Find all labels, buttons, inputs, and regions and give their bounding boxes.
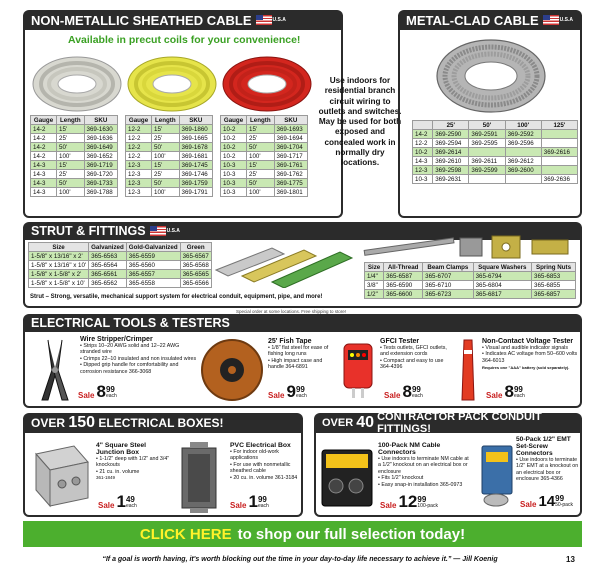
strut-title: STRUT & FITTINGS	[31, 224, 146, 238]
usa-label: U.S.A	[272, 17, 286, 23]
table-cell: 365-6794	[473, 272, 531, 281]
table-cell: 369-1860	[179, 125, 212, 134]
fitting-name: 100-Pack NM Cable Connectors	[378, 442, 441, 456]
cta-text: to shop our full selection today!	[237, 525, 466, 543]
fish-tape-icon	[198, 336, 266, 404]
nm-table-14: Gauge Length SKU 14-2 15' 369-1630 14-2 25' 369-1636 14-2 50' 369-1649 14-2 100' 369-1652 14-3 15' 369-1719 14-3 25' 369-1720 14-3 50' 369-1733 14-3 100' 369-1788	[30, 115, 118, 197]
table-cell: 10-2	[413, 148, 433, 157]
box-item	[230, 442, 300, 481]
table-cell: 14-2	[31, 143, 57, 152]
box-bullet: • 1-1/2" deep with 1/2" and 3/4" knockouts	[96, 456, 170, 469]
table-row	[365, 281, 576, 290]
price-cents: 99	[105, 385, 115, 394]
table-cell: 369-2610	[433, 157, 469, 166]
usa-label: U.S.A	[166, 228, 180, 234]
table-cell: 369-1665	[179, 134, 212, 143]
table-row	[29, 261, 212, 270]
table-cell: 12-2	[126, 134, 152, 143]
fitting-bullet: • Use indoors to terminate NM cable at a 1/2" knockout on an electrical box or enclosure	[378, 456, 469, 475]
table-cell: 25'	[57, 170, 85, 179]
table-cell: 369-1652	[84, 152, 117, 161]
table-cell: 10-3	[221, 161, 247, 170]
table-cell	[505, 175, 541, 184]
usa-label: U.S.A	[559, 17, 573, 23]
table-row	[31, 125, 118, 134]
table-cell: 365-6710	[423, 281, 473, 290]
table-cell: 12-2	[126, 125, 152, 134]
yellow-cable-coil-image	[125, 52, 220, 114]
price-cents: 99	[513, 385, 523, 394]
table-row	[221, 152, 308, 161]
box-sku: 361-1849	[96, 475, 116, 481]
strut-table: Size Galvanized Gold-Galvanized Green 1-5/8" x 13/16" x 2' 365-6563 365-6559 365-6567 1-5/8" x 13/16" x 10' 365-6564 365-6560 365-6568 1-5/8" x 1-5/8" x 2' 365-6561 365-6557 365-6565 1-5/8" x 1-5/8" x 10' 365-6562 365-6558 365-6566	[28, 242, 212, 288]
table-cell: 369-2600	[505, 166, 541, 175]
price-tag	[380, 494, 438, 510]
table-cell: 369-2591	[469, 130, 505, 139]
table-row	[31, 161, 118, 170]
table-cell: 365-6568	[180, 261, 211, 270]
cta-click-here[interactable]: CLICK HERE	[139, 525, 232, 543]
table-cell: 365-6600	[384, 290, 423, 299]
table-cell: 15'	[247, 125, 275, 134]
nm-table-12: Gauge Length SKU 12-2 15' 369-1860 12-2 25' 369-1665 12-2 50' 369-1678 12-2 100' 369-1681 12-3 15' 369-1745 12-3 25' 369-1746 12-3 50' 369-1759 12-3 100' 369-1791	[125, 115, 213, 197]
nm-description: Use indoors for residential branch circuit wiring to outlets and switches. May be used for both exposed and concealed work in normally dry locations.	[318, 76, 402, 168]
tool-name: 25' Fish Tape	[268, 338, 312, 345]
table-cell: 369-2616	[541, 148, 577, 157]
table-cell: 365-6562	[89, 279, 127, 288]
table-cell: 10-2	[221, 134, 247, 143]
nm-table-10: Gauge Length SKU 10-2 15' 369-1693 10-2 25' 369-1694 10-2 50' 369-1704 10-2 100' 369-1717 10-3 15' 369-1761 10-3 25' 369-1762 10-3 50' 369-1775 10-3 100' 369-1801	[220, 115, 308, 197]
tool-item	[268, 338, 332, 371]
table-cell	[541, 130, 577, 139]
table-cell: 12-3	[126, 179, 152, 188]
table-cell: 15'	[57, 161, 85, 170]
tool-item	[380, 338, 450, 371]
tool-bullet: • Dipped grip handle for comfortability and corrosion resistance 366-3068	[80, 362, 179, 375]
table-cell	[505, 148, 541, 157]
wire-stripper-icon	[32, 336, 78, 402]
table-cell: 365-6590	[384, 281, 423, 290]
usa-flag-icon	[150, 226, 166, 236]
mc-title-bar	[398, 10, 582, 30]
table-row	[126, 170, 213, 179]
table-cell: 100'	[152, 152, 180, 161]
price-dollars: 8	[96, 382, 106, 401]
table-cell: 50'	[57, 143, 85, 152]
table-cell: 50'	[152, 179, 180, 188]
table-row	[31, 170, 118, 179]
contractor-title-bar	[314, 413, 582, 433]
fittings-table: Size All-Thread Beam Clamps Square Washers Spring Nuts 1/4" 365-6587 365-6707 365-6794 365-6853 3/8" 365-6590 365-6710 365-6804 365-6855 1/2" 365-6600 365-6723 365-6817 365-6857	[364, 262, 576, 299]
sale-label: Sale	[230, 501, 247, 510]
price-dollars: 14	[538, 493, 556, 510]
strut-channel-image	[212, 236, 360, 288]
nm-title-bar	[23, 10, 343, 30]
sale-label: Sale	[98, 501, 115, 510]
table-cell: 369-2636	[541, 175, 577, 184]
table-cell: 365-6707	[423, 272, 473, 281]
table-cell: 369-1761	[274, 161, 307, 170]
tool-item	[80, 336, 200, 375]
table-cell: 1/2"	[365, 290, 384, 299]
table-cell: 369-1678	[179, 143, 212, 152]
sale-label: Sale	[78, 391, 95, 400]
table-cell: 25'	[152, 134, 180, 143]
table-cell: 369-1694	[274, 134, 307, 143]
voltage-tester-icon	[456, 336, 480, 404]
boxes-post: ELECTRICAL BOXES!	[98, 416, 224, 430]
price-cents: 99	[257, 495, 267, 504]
tool-item	[482, 338, 580, 370]
table-cell: 369-1733	[84, 179, 117, 188]
price-dollars: 8	[504, 382, 514, 401]
table-row	[413, 166, 578, 175]
tools-title: ELECTRICAL TOOLS & TESTERS	[31, 316, 230, 330]
table-cell: 14-2	[31, 125, 57, 134]
table-cell: 369-1762	[274, 170, 307, 179]
price-tag	[384, 384, 423, 400]
table-row	[126, 179, 213, 188]
table-row	[365, 272, 576, 281]
table-row	[31, 152, 118, 161]
table-cell: 12-2	[413, 139, 433, 148]
table-cell: 369-2592	[505, 130, 541, 139]
box-name: 4" Square Steel Junction Box	[96, 442, 147, 456]
table-cell	[541, 139, 577, 148]
table-cell: 369-1746	[179, 170, 212, 179]
tool-bullet: • Strips 10–20 AWG solid and 12–22 AWG stranded wire	[80, 343, 180, 356]
table-cell: 369-1693	[274, 125, 307, 134]
table-row	[413, 139, 578, 148]
metal-clad-coil-image	[432, 34, 550, 116]
table-row	[221, 188, 308, 197]
table-cell: 365-6804	[473, 281, 531, 290]
table-cell: 14-3	[31, 170, 57, 179]
price-dollars: 8	[402, 382, 412, 401]
nm-subtitle: Available in precut coils for your convenience!	[68, 34, 301, 46]
table-row	[413, 148, 578, 157]
table-cell: 365-6723	[423, 290, 473, 299]
table-row	[126, 161, 213, 170]
price-cents: 49	[125, 495, 135, 504]
table-cell: 369-1759	[179, 179, 212, 188]
table-cell	[541, 157, 577, 166]
table-cell: 365-6561	[89, 270, 127, 279]
table-cell: 14-3	[413, 157, 433, 166]
table-cell: 365-6559	[126, 252, 180, 261]
table-cell: 12-2	[126, 152, 152, 161]
usa-flag-icon	[256, 15, 272, 25]
table-row	[221, 125, 308, 134]
table-cell: 369-2611	[469, 157, 505, 166]
price-dollars: 1	[116, 492, 126, 511]
price-tag	[486, 384, 525, 400]
fitting-item	[516, 436, 580, 483]
table-cell: 100'	[57, 152, 85, 161]
table-cell: 369-2594	[433, 139, 469, 148]
fitting-item	[378, 442, 472, 488]
tool-bullet: • Crimps 22–10 insulated and non insulated wires	[80, 355, 197, 362]
special-order-note: Special order at some locations. Free shipping to store!	[236, 309, 347, 314]
table-cell: 10-2	[221, 143, 247, 152]
table-cell: 365-6565	[180, 270, 211, 279]
red-cable-coil-image	[220, 52, 315, 114]
box-bullet: • For indoor old-work applications	[230, 449, 279, 462]
table-cell: 3/8"	[365, 281, 384, 290]
table-cell: 10-3	[413, 175, 433, 184]
table-cell: 14-2	[31, 134, 57, 143]
emt-connectors-icon	[476, 440, 516, 512]
price-unit: each	[257, 503, 269, 509]
table-cell: 15'	[152, 125, 180, 134]
footer-quote: “If a goal is worth having, it's worth blocking out the time in your day-to-day life necessary to achieve it.” — Jill Koenig	[102, 556, 498, 563]
fitting-bullet: • Easy snap-in installation 365-0973	[378, 481, 463, 488]
table-row	[221, 170, 308, 179]
table-cell: 15'	[57, 125, 85, 134]
box-bullet: • For use with nonmetallic sheathed cable	[230, 461, 291, 475]
battery-note: Requires one "AAA" battery (sold separately).	[482, 365, 570, 371]
table-cell: 12-2	[126, 143, 152, 152]
price-dollars: 9	[286, 382, 296, 401]
table-cell	[469, 175, 505, 184]
boxes-number: 150	[68, 414, 96, 431]
table-cell: 25'	[57, 134, 85, 143]
table-row	[365, 290, 576, 299]
table-row	[126, 134, 213, 143]
sale-label: Sale	[520, 500, 537, 509]
table-row	[126, 152, 213, 161]
tool-bullet: • Indicates AC voltage from 50–600 volts 364-6013	[482, 351, 578, 364]
fitting-bullet: • Use indoors to terminate 1/2" EMT at a knockout on an electrical box or enclosure 365-4366	[516, 457, 579, 483]
table-cell: 365-6567	[180, 252, 211, 261]
table-cell: 10-3	[221, 179, 247, 188]
table-cell: 369-1745	[179, 161, 212, 170]
pvc-box-icon	[176, 440, 226, 514]
table-cell: 50'	[152, 143, 180, 152]
table-cell: 369-1717	[274, 152, 307, 161]
table-row	[31, 179, 118, 188]
table-cell: 50'	[247, 143, 275, 152]
fitting-name: 50-Pack 1/2" EMT Set-Screw Connectors	[516, 436, 571, 457]
table-row	[413, 175, 578, 184]
table-cell: 369-1704	[274, 143, 307, 152]
table-cell: 365-6587	[384, 272, 423, 281]
table-cell: 365-6817	[473, 290, 531, 299]
price-tag	[98, 494, 137, 510]
table-cell	[469, 148, 505, 157]
table-cell: 365-6564	[89, 261, 127, 270]
table-cell: 365-6563	[89, 252, 127, 261]
sale-label: Sale	[486, 391, 503, 400]
table-cell	[541, 166, 577, 175]
tool-bullet: • 1/8" flat steel for ease of fishing long runs	[268, 345, 329, 358]
table-cell: 14-3	[31, 188, 57, 197]
box-bullet: • 20 cu. in. volume 361-3184	[230, 474, 298, 481]
mc-title: METAL-CLAD CABLE	[406, 12, 539, 28]
table-cell: 100'	[247, 188, 275, 197]
table-cell: 10-2	[221, 125, 247, 134]
table-cell: 369-1720	[84, 170, 117, 179]
tool-name: Wire Stripper/Crimper	[80, 336, 153, 343]
table-cell: 365-6857	[532, 290, 576, 299]
table-cell: 50'	[247, 179, 275, 188]
table-row	[126, 143, 213, 152]
fitting-bullet: • Fits 1/2" knockout	[378, 475, 424, 482]
price-cents: 99	[555, 494, 565, 503]
table-cell: 369-2595	[469, 139, 505, 148]
junction-box-icon	[30, 440, 92, 512]
boxes-pre: OVER	[31, 416, 66, 430]
price-cents: 99	[411, 385, 421, 394]
box-name: PVC Electrical Box	[230, 442, 291, 449]
table-cell: 369-1775	[274, 179, 307, 188]
table-cell: 369-1788	[84, 188, 117, 197]
table-cell: 369-2596	[505, 139, 541, 148]
table-row	[221, 161, 308, 170]
table-row	[126, 125, 213, 134]
table-cell: 1-5/8" x 1-5/8" x 10'	[29, 279, 89, 288]
sale-label: Sale	[380, 501, 397, 510]
white-cable-coil-image	[30, 52, 125, 114]
table-cell: 1-5/8" x 13/16" x 10'	[29, 261, 89, 270]
table-cell: 10-2	[221, 152, 247, 161]
table-cell: 369-2612	[505, 157, 541, 166]
nm-connectors-icon	[318, 440, 376, 514]
strut-fittings-image	[360, 232, 580, 262]
table-cell: 1/4"	[365, 272, 384, 281]
price-tag	[268, 384, 307, 400]
boxes-title-bar	[23, 413, 303, 433]
price-unit: 50-pack	[555, 502, 573, 508]
table-row	[31, 134, 118, 143]
price-dollars: 12	[398, 492, 418, 511]
table-cell: 1-5/8" x 1-5/8" x 2'	[29, 270, 89, 279]
table-cell: 25'	[152, 170, 180, 179]
usa-flag-icon	[543, 15, 559, 25]
table-cell: 14-2	[413, 130, 433, 139]
price-unit: each	[125, 503, 137, 509]
table-cell: 365-6560	[126, 261, 180, 270]
table-cell: 365-6558	[126, 279, 180, 288]
price-unit: each	[295, 393, 307, 399]
table-row	[31, 143, 118, 152]
price-cents: 99	[417, 495, 427, 504]
table-cell: 369-2598	[433, 166, 469, 175]
price-cents: 99	[295, 385, 305, 394]
table-cell: 365-6557	[126, 270, 180, 279]
tool-bullet: • High impact case and handle 364-6891	[268, 357, 323, 371]
table-row	[126, 188, 213, 197]
table-cell: 369-1636	[84, 134, 117, 143]
price-dollars: 1	[248, 492, 258, 511]
table-row	[31, 188, 118, 197]
table-row	[413, 157, 578, 166]
table-cell: 14-2	[31, 152, 57, 161]
table-cell: 369-2590	[433, 130, 469, 139]
table-cell: 10-3	[221, 170, 247, 179]
table-row	[29, 252, 212, 261]
table-cell: 369-1791	[179, 188, 212, 197]
shop-cta-button[interactable]	[23, 521, 582, 547]
table-cell: 369-1681	[179, 152, 212, 161]
contractor-post: CONTRACTOR PACK CONDUIT FITTINGS!	[377, 411, 542, 435]
table-cell: 369-1719	[84, 161, 117, 170]
tool-bullet: • Compact and easy to use 364-4396	[380, 357, 444, 371]
table-cell: 14-3	[31, 179, 57, 188]
table-row	[29, 279, 212, 288]
table-cell: 50'	[57, 179, 85, 188]
tool-bullet: • Tests outlets, GFCI outlets, and extension cords	[380, 345, 447, 358]
table-cell: 369-2631	[433, 175, 469, 184]
mc-table: 25' 50' 100' 125' 14-2 369-2590 369-2591 369-2592 12-2 369-2594 369-2595 369-2596 10-2 369-2614 369-2616 14-3 369-2610 369-2611 369-2612 12-3 369-2598 369-2599 369-2600 10-3 369-2631 369-2636	[412, 120, 578, 184]
page-number: 13	[566, 555, 575, 564]
contractor-pre: OVER	[322, 417, 354, 429]
table-cell: 100'	[152, 188, 180, 197]
table-cell: 369-1801	[274, 188, 307, 197]
table-cell: 12-3	[126, 170, 152, 179]
table-cell: 14-3	[31, 161, 57, 170]
table-cell: 25'	[247, 134, 275, 143]
tool-bullet: • Visual and audible indicator signals	[482, 345, 568, 351]
price-tag	[78, 384, 117, 400]
table-cell: 10-3	[221, 188, 247, 197]
table-cell: 369-1649	[84, 143, 117, 152]
table-cell: 100'	[247, 152, 275, 161]
contractor-number: 40	[356, 414, 375, 431]
strut-note: Strut – Strong, versatile, mechanical support system for electrical conduit, equipment, pipe, and more!	[30, 294, 323, 300]
table-cell: 369-2599	[469, 166, 505, 175]
table-row	[221, 143, 308, 152]
table-cell: 365-6566	[180, 279, 211, 288]
table-cell: 100'	[57, 188, 85, 197]
table-cell: 369-1630	[84, 125, 117, 134]
sale-label: Sale	[268, 391, 285, 400]
table-cell: 25'	[247, 170, 275, 179]
price-unit: each	[513, 393, 525, 399]
sale-label: Sale	[384, 391, 401, 400]
table-row	[413, 130, 578, 139]
price-unit: each	[105, 393, 117, 399]
table-cell: 365-6853	[532, 272, 576, 281]
box-item	[96, 442, 170, 482]
table-cell: 1-5/8" x 13/16" x 2'	[29, 252, 89, 261]
box-bullet: • 21 cu. in. volume	[96, 468, 140, 475]
table-row	[221, 179, 308, 188]
nm-title: NON-METALLIC SHEATHED CABLE	[31, 12, 252, 28]
table-row	[29, 270, 212, 279]
table-cell: 12-3	[413, 166, 433, 175]
table-cell: 12-3	[126, 161, 152, 170]
price-unit: each	[411, 393, 423, 399]
table-row	[221, 134, 308, 143]
table-cell: 365-6855	[532, 281, 576, 290]
tool-name: GFCI Tester	[380, 338, 420, 345]
table-cell: 15'	[247, 161, 275, 170]
gfci-tester-icon	[338, 338, 378, 402]
tool-name: Non-Contact Voltage Tester	[482, 338, 574, 345]
table-cell: 369-2614	[433, 148, 469, 157]
price-tag	[520, 494, 573, 509]
table-cell: 12-3	[126, 188, 152, 197]
table-cell: 15'	[152, 161, 180, 170]
price-tag	[230, 494, 269, 510]
price-unit: 100-pack	[417, 503, 438, 509]
